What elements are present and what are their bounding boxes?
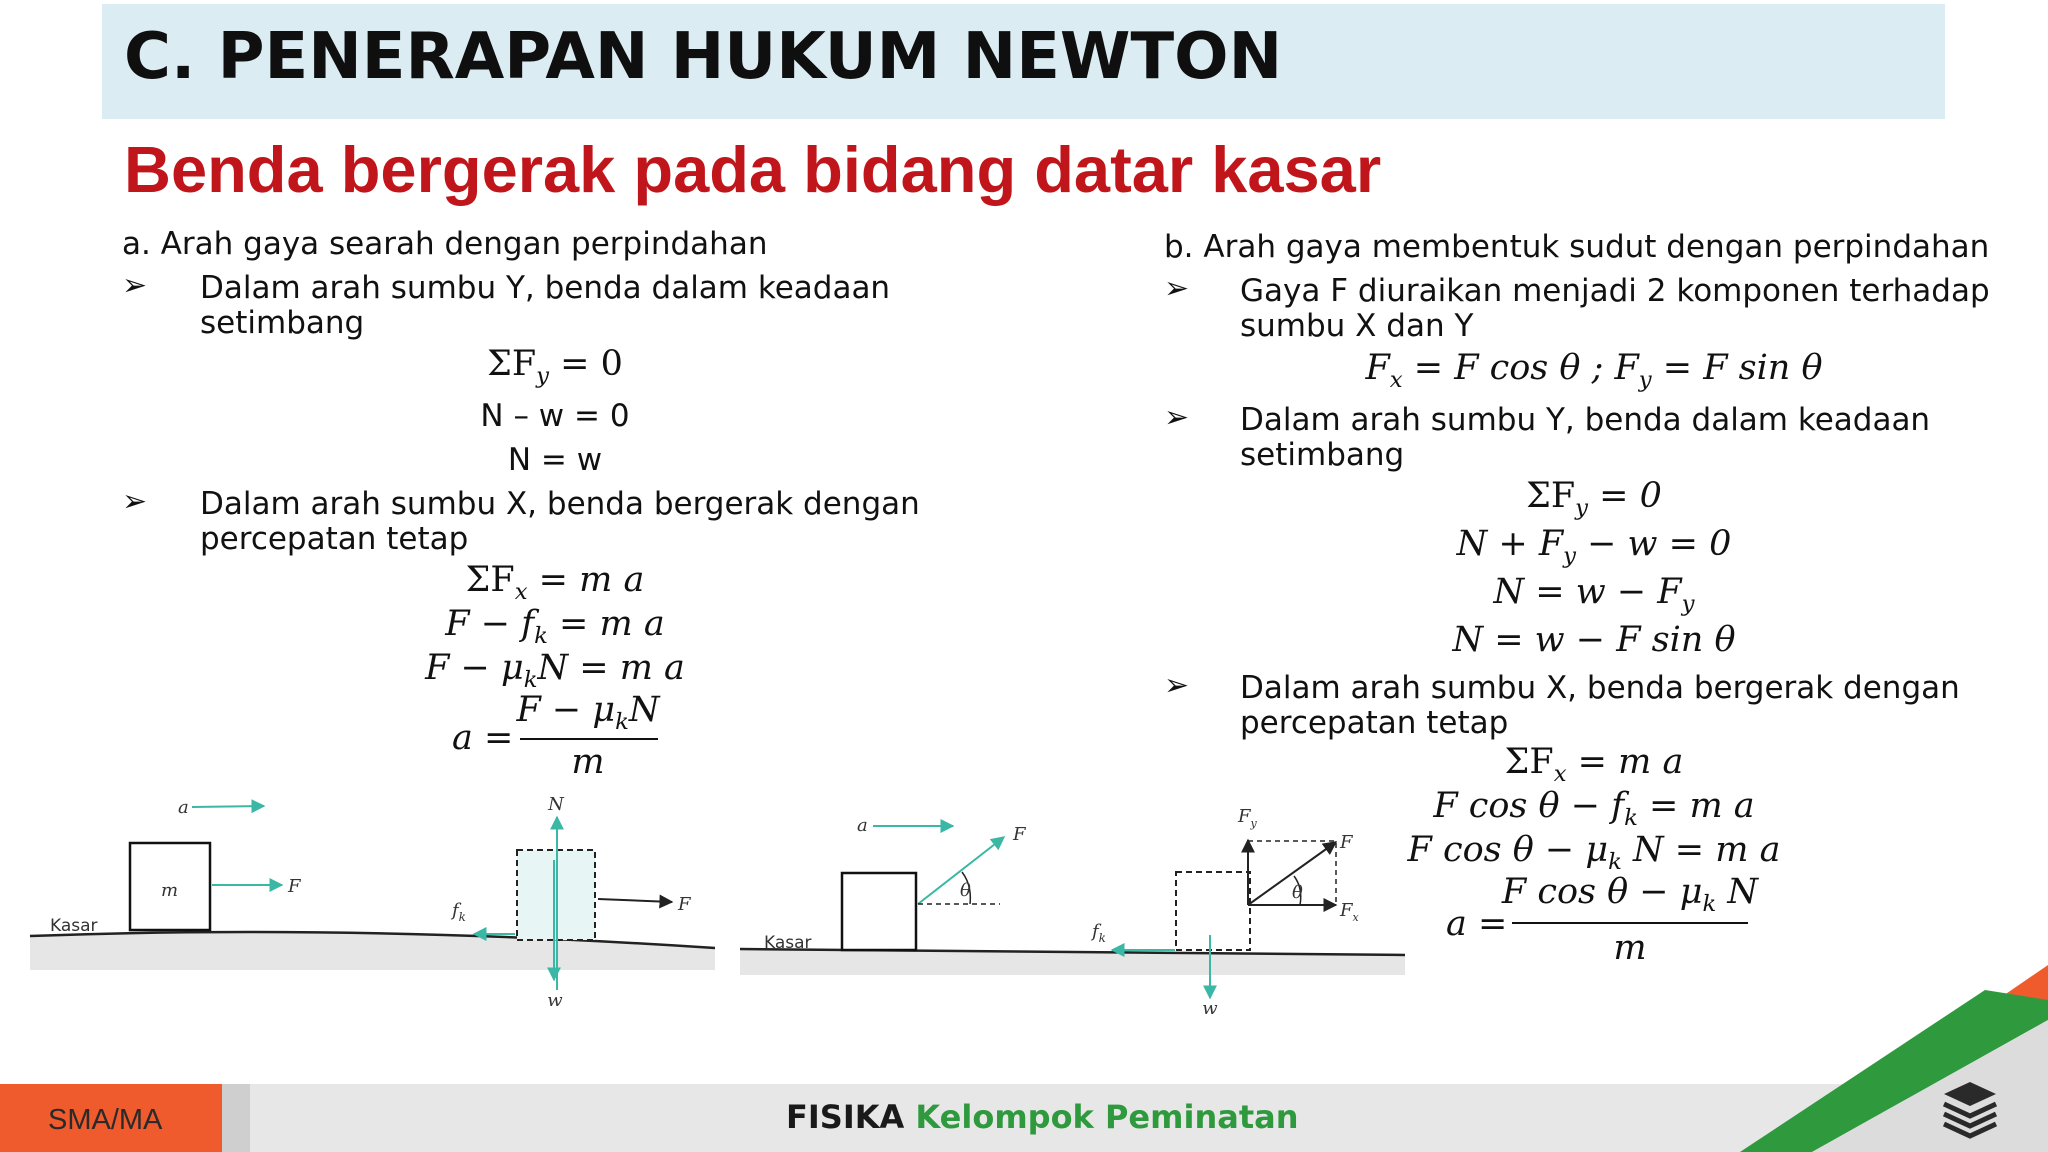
force-label: F: [288, 876, 301, 897]
left-eq-f-minus-mukn: $F - \mu_kN = m$ a: [425, 648, 685, 693]
left-bullet1-line2: setimbang: [200, 305, 365, 341]
accel-arrow: [192, 806, 264, 807]
left-eq-sum-fx: $\Sigma F_x = m$ a: [465, 560, 645, 605]
rough-surface-label: Kasar: [50, 916, 98, 936]
force-label: F: [1340, 832, 1353, 853]
footer-divider: [222, 1084, 250, 1152]
slide-title: C. PENERAPAN HUKUM NEWTON: [124, 20, 1283, 94]
right-eq-sum-fx: $\Sigma F_x = m$ a: [1504, 742, 1684, 787]
figure-2-free-body-diagram: [450, 794, 692, 1011]
left-eq-n-equals-w: N = w: [507, 442, 603, 478]
right-bullet1-line1: Gaya F diuraikan menjadi 2 komponen terhadap: [1240, 273, 1990, 309]
friction-label: $f_k$: [452, 900, 466, 924]
force-arrow: [598, 899, 672, 902]
left-eq-sum-fy: $\Sigma F_y = 0$: [487, 344, 623, 389]
right-eq-acceleration-fraction: a = F $\cos \theta - \mu_k$ N m: [1446, 872, 1759, 968]
figure-1-block-horizontal-force: [30, 797, 715, 970]
right-eq-n-plus-fy: $N + F_y - w = 0$: [1456, 524, 1732, 569]
theta-label: θ: [960, 880, 971, 901]
left-bullet2-line2: percepatan tetap: [200, 521, 469, 557]
weight-label: w: [1202, 998, 1218, 1019]
right-bullet3-line1: Dalam arah sumbu X, benda bergerak dengan: [1240, 670, 1960, 706]
slide-subtitle: Benda bergerak pada bidang datar kasar: [124, 133, 1382, 206]
figure-4-force-components: [1090, 806, 1360, 1019]
right-bullet1-line2: sumbu X dan Y: [1240, 308, 1474, 344]
rough-surface-label: Kasar: [764, 933, 812, 953]
left-bullet2-line1: Dalam arah sumbu X, benda bergerak dengan: [200, 486, 920, 522]
right-eq-components: $F_x = F$ cos θ ; $F_y = F$ sin θ: [1365, 348, 1823, 393]
footer-subject: FISIKA Kelompok Peminatan: [786, 1098, 1299, 1136]
bullet-icon: ➢: [1164, 400, 1190, 435]
theta-label: θ: [1292, 882, 1303, 903]
left-eq-f-minus-fk: $F - f_k = m$ a: [445, 604, 665, 649]
friction-label: $f_k$: [1092, 921, 1106, 945]
right-eq-sum-fy: $\Sigma F_y = 0$: [1526, 476, 1662, 521]
right-bullet2-line1: Dalam arah sumbu Y, benda dalam keadaan: [1240, 402, 1931, 438]
right-eq-fcos-minus-fk: F $\cos \theta - f_k = m$ a: [1433, 786, 1755, 831]
mass-label: m: [161, 880, 179, 901]
figure-3-block-angled-force: [740, 815, 1405, 975]
footer-level-label: SMA/MA: [48, 1104, 163, 1136]
bullet-icon: ➢: [1164, 668, 1190, 703]
right-bullet3-line2: percepatan tetap: [1240, 705, 1509, 741]
right-eq-fcos-minus-mukn: F $\cos \theta - \mu_k$ N = m a: [1407, 830, 1781, 875]
fy-label: $F_y$: [1238, 806, 1257, 830]
normal-label: N: [548, 794, 564, 815]
left-eq-n-minus-w: N – w = 0: [480, 398, 630, 434]
force-label: F: [1013, 824, 1026, 845]
block-dashed: [1176, 872, 1250, 950]
bullet-icon: ➢: [122, 484, 148, 519]
right-bullet2-line2: setimbang: [1240, 437, 1405, 473]
accel-label: a: [857, 815, 868, 836]
right-eq-n-w-minus-fsin: N = w − F sin θ: [1452, 620, 1736, 660]
left-eq-acceleration-fraction: a = $F - \mu_kN$ m: [452, 690, 660, 782]
fx-label: $F_x$: [1340, 900, 1359, 924]
bullet-icon: ➢: [1164, 271, 1190, 306]
weight-label: w: [547, 990, 563, 1011]
left-bullet1-line1: Dalam arah sumbu Y, benda dalam keadaan: [200, 270, 891, 306]
right-eq-n-w-minus-fy: $N = w - F_y$: [1493, 572, 1695, 617]
accel-label: a: [178, 797, 189, 818]
block: [842, 873, 916, 950]
left-heading: a. Arah gaya searah dengan perpindahan: [122, 226, 768, 262]
bullet-icon: ➢: [122, 268, 148, 303]
right-heading: b. Arah gaya membentuk sudut dengan perpindahan: [1164, 229, 1990, 265]
force-label: F: [678, 894, 691, 915]
